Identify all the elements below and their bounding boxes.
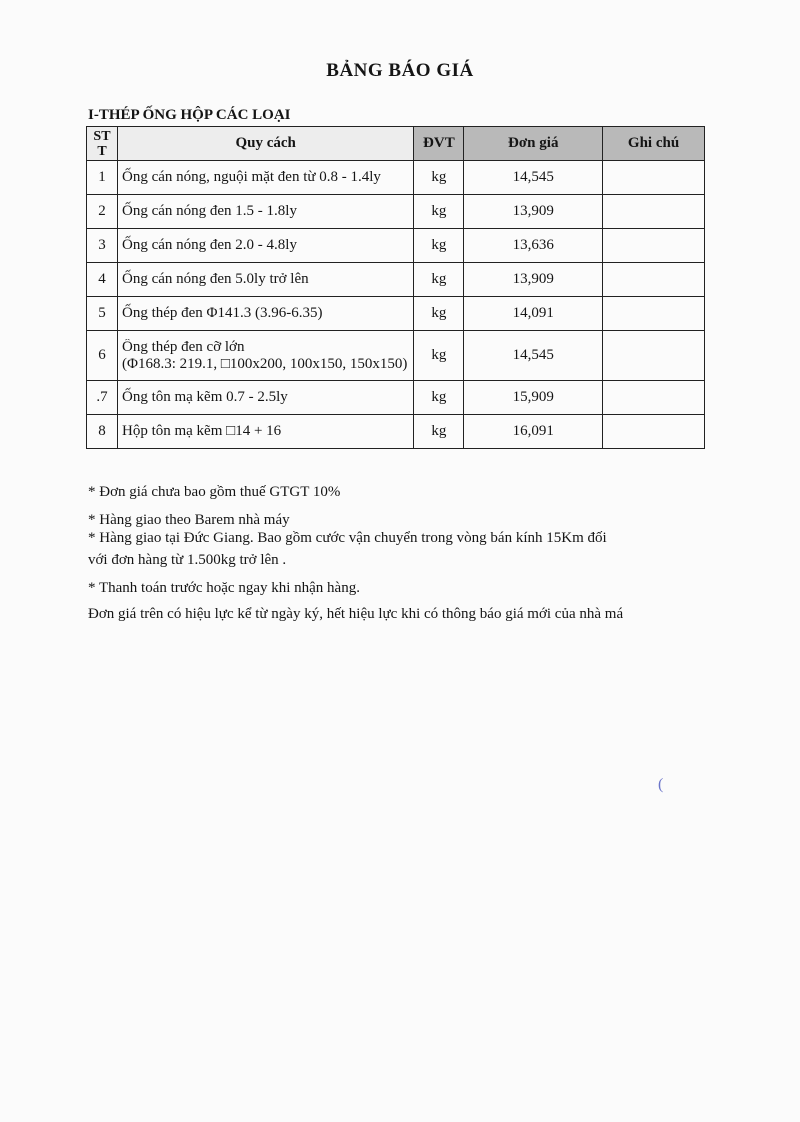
note-validity: Đơn giá trên có hiệu lực kể từ ngày ký, hết hiệu lực khi có thông báo giá mới của nhà má <box>88 606 624 622</box>
table-row <box>87 381 705 415</box>
note-delivery-line2: với đơn hàng từ 1.500kg trở lên . <box>88 552 287 568</box>
price-table <box>86 126 705 449</box>
header-stt-line2: T <box>97 143 107 159</box>
row-price: 14,091 <box>464 297 603 331</box>
row-spec: Hộp tôn mạ kẽm □14 + 16 <box>117 415 413 449</box>
row-spec: Ống cán nóng, nguội mặt đen từ 0.8 - 1.4ly <box>117 161 413 195</box>
table-row <box>87 195 705 229</box>
row-price: 14,545 <box>464 331 603 381</box>
row-stt: .7 <box>87 381 118 415</box>
row-stt: 1 <box>87 161 118 195</box>
table-row <box>87 263 705 297</box>
row-unit: kg <box>414 229 464 263</box>
row-note <box>603 415 705 449</box>
row-stt: 5 <box>87 297 118 331</box>
page-title: BẢNG BÁO GIÁ <box>326 60 474 81</box>
row-unit: kg <box>414 415 464 449</box>
row-stt: 8 <box>87 415 118 449</box>
row-price: 13,909 <box>464 195 603 229</box>
row-stt: 4 <box>87 263 118 297</box>
row-unit: kg <box>414 161 464 195</box>
table-row <box>87 229 705 263</box>
row-unit: kg <box>414 263 464 297</box>
header-note: Ghi chú <box>603 127 705 161</box>
row-spec: Ống cán nóng đen 5.0ly trở lên <box>117 263 413 297</box>
row-stt: 6 <box>87 331 118 381</box>
pen-mark: ( <box>658 776 664 793</box>
note-payment: * Thanh toán trước hoặc ngay khi nhận hàng. <box>88 580 360 596</box>
row-spec-line2: (Φ168.3: 219.1, □100x200, 100x150, 150x150) <box>121 355 408 372</box>
note-delivery-line1: * Hàng giao tại Đức Giang. Bao gồm cước vận chuyển trong vòng bán kính 15Km đối <box>88 530 607 546</box>
row-note <box>603 263 705 297</box>
row-unit: kg <box>414 195 464 229</box>
header-price: Đơn giá <box>464 127 603 161</box>
table-row <box>87 331 705 381</box>
header-spec: Quy cách <box>117 127 413 161</box>
row-note <box>603 297 705 331</box>
row-unit: kg <box>414 381 464 415</box>
row-price: 16,091 <box>464 415 603 449</box>
row-stt: 2 <box>87 195 118 229</box>
table-row <box>87 415 705 449</box>
row-price: 13,636 <box>464 229 603 263</box>
header-stt <box>87 127 118 161</box>
header-unit: ĐVT <box>414 127 464 161</box>
table-row <box>87 161 705 195</box>
table-row <box>87 297 705 331</box>
row-price: 15,909 <box>464 381 603 415</box>
row-spec: Ống tôn mạ kẽm 0.7 - 2.5ly <box>117 381 413 415</box>
row-unit: kg <box>414 297 464 331</box>
row-spec: Ống cán nóng đen 2.0 - 4.8ly <box>117 229 413 263</box>
row-price: 13,909 <box>464 263 603 297</box>
section-title: I-THÉP ỐNG HỘP CÁC LOẠI <box>88 107 291 123</box>
note-barem: * Hàng giao theo Barem nhà máy <box>88 512 290 528</box>
note-vat: * Đơn giá chưa bao gồm thuế GTGT 10% <box>88 484 341 500</box>
row-spec: Ống thép đen Φ141.3 (3.96-6.35) <box>117 297 413 331</box>
row-note <box>603 229 705 263</box>
row-note <box>603 161 705 195</box>
row-note <box>603 381 705 415</box>
row-unit: kg <box>414 331 464 381</box>
row-stt: 3 <box>87 229 118 263</box>
row-spec-line1: Ống thép đen cỡ lớn <box>121 338 245 355</box>
row-spec: Ống cán nóng đen 1.5 - 1.8ly <box>117 195 413 229</box>
header-stt-line1: ST <box>93 128 111 144</box>
table-header-row <box>87 127 705 161</box>
row-note <box>603 331 705 381</box>
row-price: 14,545 <box>464 161 603 195</box>
row-spec <box>117 331 413 381</box>
row-note <box>603 195 705 229</box>
